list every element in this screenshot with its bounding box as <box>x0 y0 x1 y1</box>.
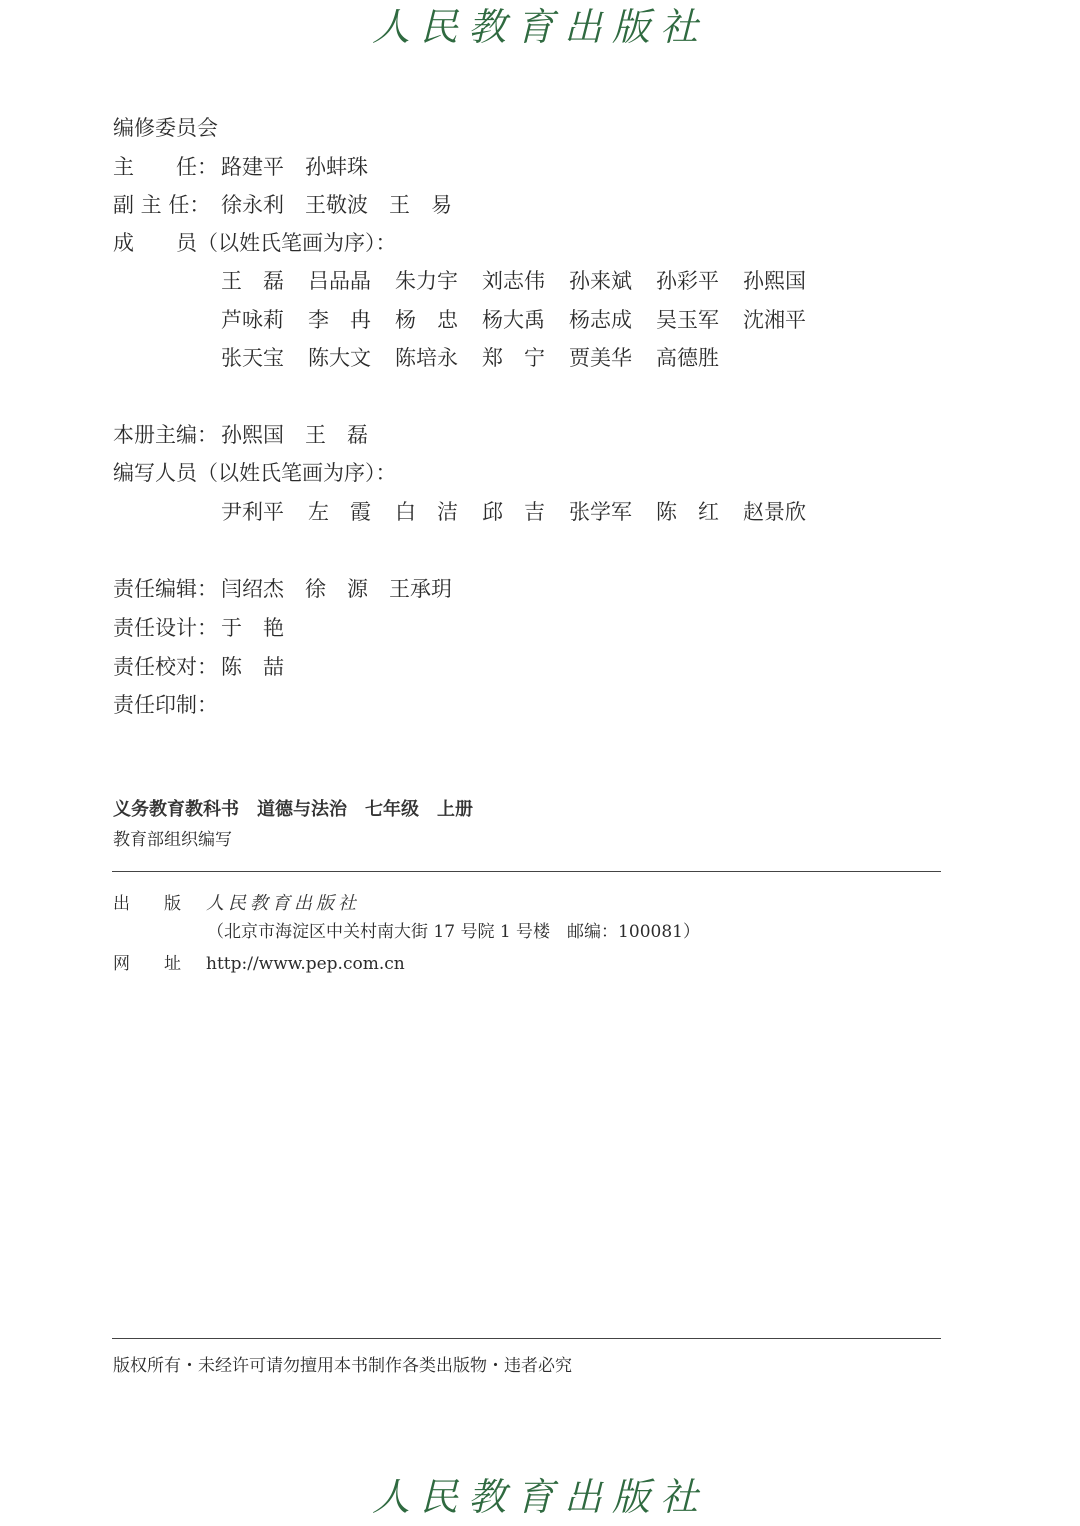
member-name: 王 磊 <box>221 269 284 293</box>
publish-line <box>113 895 360 913</box>
member-name: 孙熙国 <box>743 269 806 293</box>
member-name: 杨 忠 <box>395 308 458 332</box>
publisher-logo-bottom: 人民教育出版社 <box>371 1475 708 1519</box>
chief-editors-line <box>113 425 368 446</box>
committee-heading: 编修委员会 <box>113 116 218 140</box>
website-label: 网 址 <box>113 954 181 974</box>
member-name: 刘志伟 <box>482 269 545 293</box>
writers-label: 编写人员（以姓氏笔画为序）： <box>113 461 397 485</box>
publisher-address: （北京市海淀区中关村南大街 17 号院 1 号楼 邮编：100081） <box>207 922 700 942</box>
responsible-names: 闫绍杰 徐 源 王承玥 <box>221 577 452 601</box>
website-line <box>113 956 405 973</box>
member-name: 孙彩平 <box>656 269 719 293</box>
publisher-logo-small: 人民教育出版社 <box>206 893 360 914</box>
member-name: 沈湘平 <box>743 308 806 332</box>
compiled-by: 教育部组织编写 <box>113 830 232 850</box>
member-name: 张天宝 <box>221 346 284 370</box>
chief-editors-label: 本册主编： <box>113 423 218 447</box>
director-label: 主 任： <box>113 155 218 179</box>
responsible-label: 责任编辑： <box>113 577 218 601</box>
member-name: 陈培永 <box>395 346 458 370</box>
members-row <box>221 271 830 292</box>
deputy-names: 徐永利 王敬波 王 易 <box>221 193 452 217</box>
responsible-names: 于 艳 <box>221 616 284 640</box>
writers-row <box>221 502 830 523</box>
responsible-label: 责任设计： <box>113 616 218 640</box>
director-names: 路建平 孙蚌珠 <box>221 155 368 179</box>
responsible-editor-line <box>113 579 452 600</box>
responsible-print-line <box>113 695 221 716</box>
member-name: 杨志成 <box>569 308 632 332</box>
member-name: 孙来斌 <box>569 269 632 293</box>
member-name: 朱力宇 <box>395 269 458 293</box>
member-name: 杨大禹 <box>482 308 545 332</box>
chief-editors-names: 孙熙国 王 磊 <box>221 423 368 447</box>
responsible-proof-line <box>113 657 284 678</box>
divider <box>112 1338 941 1339</box>
divider <box>112 871 941 872</box>
member-name: 吕品晶 <box>308 269 371 293</box>
copyright-notice: 版权所有・未经许可请勿擅用本书制作各类出版物・违者必究 <box>113 1356 572 1376</box>
deputy-line <box>113 195 452 216</box>
book-subject: 道德与法治 <box>257 799 347 820</box>
responsible-label: 责任校对： <box>113 655 218 679</box>
responsible-design-line <box>113 618 284 639</box>
responsible-names: 陈 喆 <box>221 655 284 679</box>
writer-name: 白 洁 <box>395 500 458 524</box>
deputy-label: 副 主 任： <box>113 193 211 217</box>
member-name: 吴玉军 <box>656 308 719 332</box>
director-line <box>113 157 368 178</box>
book-volume: 上册 <box>437 799 473 820</box>
writer-name: 尹利平 <box>221 500 284 524</box>
members-row <box>221 348 743 369</box>
book-series: 义务教育教科书 <box>113 799 239 820</box>
writer-name: 陈 红 <box>656 500 719 524</box>
member-name: 芦咏莉 <box>221 308 284 332</box>
writer-name: 赵景欣 <box>743 500 806 524</box>
members-label: 成 员（以姓氏笔画为序）： <box>113 231 397 255</box>
book-title <box>113 801 491 819</box>
responsible-label: 责任印制： <box>113 693 218 717</box>
member-name: 贾美华 <box>569 346 632 370</box>
member-name: 李 冉 <box>308 308 371 332</box>
book-grade: 七年级 <box>365 799 419 820</box>
writer-name: 张学军 <box>569 500 632 524</box>
writer-name: 左 霞 <box>308 500 371 524</box>
website-url: http://www.pep.com.cn <box>206 954 405 974</box>
member-name: 高德胜 <box>656 346 719 370</box>
member-name: 陈大文 <box>308 346 371 370</box>
writer-name: 邱 吉 <box>482 500 545 524</box>
publisher-logo-top: 人民教育出版社 <box>371 5 708 49</box>
member-name: 郑 宁 <box>482 346 545 370</box>
members-row <box>221 310 830 331</box>
publish-label: 出 版 <box>113 894 181 914</box>
